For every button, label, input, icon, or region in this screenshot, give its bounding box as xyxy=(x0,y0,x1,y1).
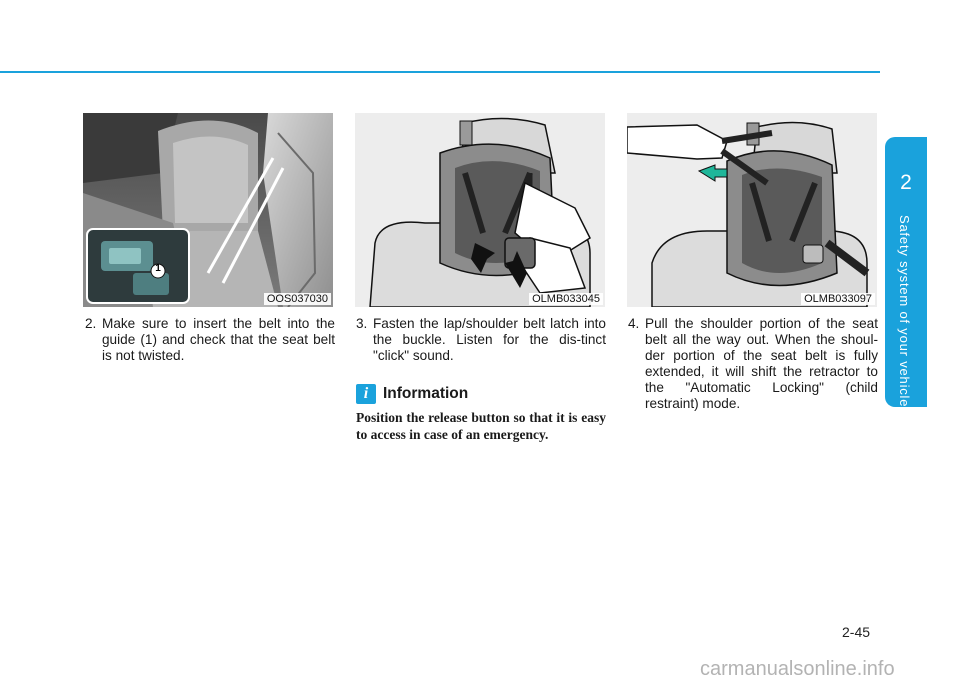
callout-1: 1 xyxy=(155,263,161,274)
step-text: Make sure to insert the belt into the guide (1) and check that the seat belt is not twisted. xyxy=(102,316,335,363)
step-text: Fasten the lap/shoulder belt latch into the buckle. Listen for the dis-tinct "click" sound. xyxy=(373,316,606,363)
figure-rear-seat-belt-guide xyxy=(83,113,333,307)
step-2 xyxy=(85,316,335,364)
child-seat-buckle-illustration xyxy=(355,113,605,307)
rear-seat-illustration xyxy=(83,113,333,307)
header-rule xyxy=(0,71,880,73)
chapter-number: 2 xyxy=(900,171,912,194)
shoulder-belt-pull-illustration xyxy=(627,113,877,307)
figure-code: OLMB033097 xyxy=(801,293,875,305)
figure-code: OOS037030 xyxy=(264,293,331,305)
step-number: 3. xyxy=(356,316,368,331)
information-title: Information xyxy=(383,385,469,402)
step-number: 4. xyxy=(628,316,640,331)
chapter-tab[interactable] xyxy=(885,137,927,407)
step-text: Pull the shoulder portion of the seat belt all the way out. When the shoul-der portion of the seat belt is fully extended, it will shift the retractor to the "Automatic Locking" (child restraint) mode. xyxy=(645,316,878,411)
step-3 xyxy=(356,316,606,364)
watermark: carmanualsonline.info xyxy=(700,658,895,680)
step-number: 2. xyxy=(85,316,97,331)
figure-code: OLMB033045 xyxy=(529,293,603,305)
information-icon: i xyxy=(356,384,376,404)
chapter-title: Safety system of your vehicle xyxy=(897,215,912,408)
step-4 xyxy=(628,316,878,412)
information-body: Position the release button so that it is easy to access in case of an emergency. xyxy=(356,410,606,442)
page-number: 2-45 xyxy=(842,624,871,640)
figure-fasten-buckle xyxy=(355,113,605,307)
figure-pull-shoulder-belt xyxy=(627,113,877,307)
